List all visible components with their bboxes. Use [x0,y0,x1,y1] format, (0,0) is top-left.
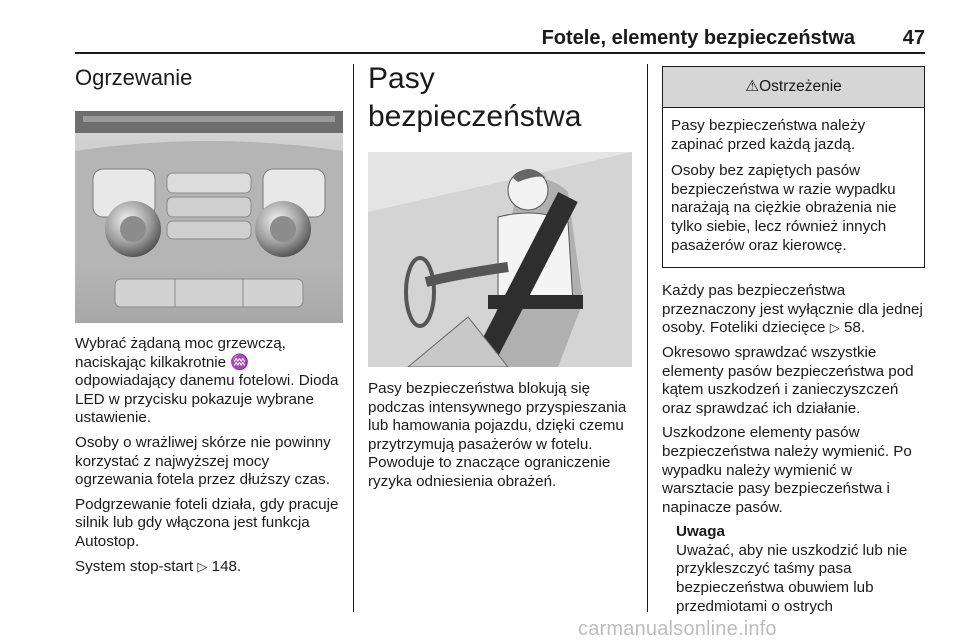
column-divider [647,64,648,612]
warning-triangle-icon: ⚠ [745,78,760,95]
column-heating [75,60,343,582]
heading-seatbelts: Pasy bezpieczeństwa [368,62,582,133]
page-ref-arrow-icon: ▷ [197,558,208,574]
note-block [662,523,925,616]
driver-seatbelt-illustration [368,152,632,367]
warning-header [663,67,924,108]
seatbelt-replace: Uszkodzone elementy pasów bezpieczeństwa należy wymienić. Po wypadku należy wymienić w warsztacie pasy bezpieczeństwa i napinacze pasów. [662,424,912,516]
heating-operation-note: Podgrzewanie foteli działa, gdy pracuje silnik lub gdy włączona jest funkcja Autostop. [75,495,339,550]
warning-text-2: Osoby bez zapiętych pasów bezpieczeństwa w razie wypadku narażają na ciężkie obrażenia nie tylko siebie, lecz również innych pasażerów oraz kierowcę. [671,162,897,254]
warning-title: Ostrzeżenie [759,78,842,95]
column-divider [353,64,354,612]
seatbelt-one-person: Każdy pas bezpieczeństwa przeznaczony jest wyłącznie dla jednej osoby. Foteliki dziecięce ▷ 58. [662,282,923,337]
section-title: Fotele, elementy bezpieczeństwa [541,27,855,49]
heating-skin-warning: Osoby o wrażliwej skórze nie powinny korzystać z najwyższej mocy ogrzewania fotela przez dłuższy czas. [75,433,331,489]
seat-heating-controls-image [75,111,343,323]
column-warning [662,60,925,622]
page-number: 47 [902,27,925,49]
seatbelt-check: Okresowo sprawdzać wszystkie elementy pasów bezpieczeństwa pod kątem uszkodzeń i zanieczyszczeń oraz sprawdzać ich działanie. [662,343,914,417]
heading-heating: Ogrzewanie [75,65,193,90]
note-text: Uważać, aby nie uszkodzić lub nie przykleszczyć taśmy pasa bezpieczeństwa obuwiem lub przedmiotami o ostrych [676,541,908,615]
seatbelt-illustration [368,152,632,367]
note-label: Uwaga [676,523,725,541]
column-seatbelts [368,60,634,498]
heating-instructions: Wybrać żądaną moc grzewczą, naciskając kilkakrotnie ♒ odpowiadający danemu fotelowi. Dioda LED w przycisku pokazuje wybrane ustawienie. [75,335,339,427]
dashboard-illustration [75,111,343,323]
header-rule [75,52,925,54]
seatbelt-description: Pasy bezpieczeństwa blokują się podczas intensywnego przyspieszania lub hamowania pojazdu, dzięki czemu przytrzymują pasażerów w fotelu. Powoduje to znaczące ograniczenie ryzyka odniesienia obrażeń. [368,380,627,490]
heating-reference: System stop-start ▷ 148. [75,557,242,575]
page-header [75,27,925,53]
warning-text-1: Pasy bezpieczeństwa należy zapinać przed każdą jazdą. [671,117,866,153]
page-ref-arrow-icon: ▷ [829,320,840,336]
warning-box [662,66,925,268]
watermark: carmanualsonline.info [578,618,777,640]
